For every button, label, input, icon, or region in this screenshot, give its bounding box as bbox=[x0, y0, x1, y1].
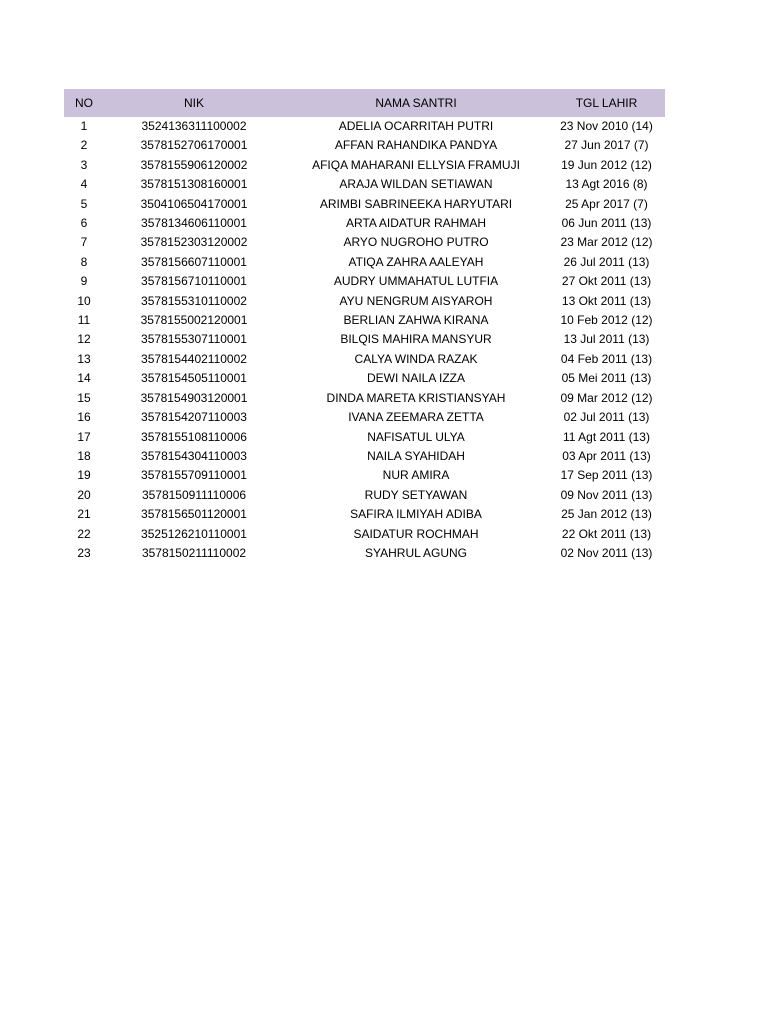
cell-nik: 3578151308160001 bbox=[140, 177, 248, 192]
cell-tgl-lahir: 03 Apr 2011 (13) bbox=[562, 448, 651, 463]
table-row bbox=[64, 466, 665, 485]
cell-nik: 3578154903120001 bbox=[140, 390, 248, 405]
cell-nama-santri: RUDY SETYAWAN bbox=[364, 487, 468, 502]
table-row bbox=[64, 156, 665, 175]
table-row bbox=[64, 486, 665, 505]
header-row bbox=[64, 89, 665, 117]
cell-no: 9 bbox=[80, 274, 88, 289]
cell-nik: 3578156501120001 bbox=[141, 507, 247, 522]
cell-tgl-lahir: 23 Nov 2010 (14) bbox=[560, 119, 653, 133]
cell-no: 19 bbox=[77, 468, 91, 483]
table-row bbox=[64, 330, 665, 349]
table-row bbox=[64, 311, 665, 330]
cell-nama-santri: AFIQA MAHARANI ELLYSIA FRAMUJI bbox=[312, 157, 520, 172]
cell-no: 12 bbox=[77, 332, 91, 347]
table-row bbox=[64, 544, 665, 563]
cell-nama-santri: NAFISATUL ULYA bbox=[367, 429, 465, 444]
cell-nik: 3578155002120001 bbox=[140, 313, 248, 328]
cell-nama-santri: ARYO NUGROHO PUTRO bbox=[343, 235, 489, 250]
cell-no: 10 bbox=[77, 293, 91, 308]
cell-no: 4 bbox=[80, 177, 88, 192]
cell-nik: 3578154402110002 bbox=[141, 351, 247, 366]
cell-nama-santri: ARTA AIDATUR RAHMAH bbox=[345, 216, 487, 231]
cell-nik: 3578154304110003 bbox=[141, 448, 247, 463]
cell-nik: 3578150211110002 bbox=[141, 545, 247, 560]
cell-nama-santri: IVANA ZEEMARA ZETTA bbox=[348, 410, 484, 425]
cell-no: 18 bbox=[77, 448, 91, 463]
cell-tgl-lahir: 10 Feb 2012 (12) bbox=[560, 313, 653, 328]
cell-nik: 3578156607110001 bbox=[141, 254, 247, 269]
cell-tgl-lahir: 05 Mei 2011 (13) bbox=[561, 371, 652, 386]
table-row bbox=[64, 505, 665, 524]
cell-tgl-lahir: 26 Jul 2011 (13) bbox=[563, 254, 650, 269]
cell-nik: 3578154207110003 bbox=[141, 410, 247, 425]
cell-nama-santri: ARAJA WILDAN SETIAWAN bbox=[339, 177, 493, 192]
cell-no: 22 bbox=[77, 526, 91, 541]
cell-nama-santri: BILQIS MAHIRA MANSYUR bbox=[340, 332, 492, 347]
cell-no: 7 bbox=[80, 235, 88, 250]
cell-tgl-lahir: 13 Okt 2011 (13) bbox=[561, 293, 652, 308]
table-row bbox=[64, 195, 665, 214]
cell-tgl-lahir: 06 Jun 2011 (13) bbox=[561, 216, 652, 231]
cell-no: 11 bbox=[77, 313, 91, 328]
cell-tgl-lahir: 27 Okt 2011 (13) bbox=[561, 274, 652, 289]
table-row bbox=[64, 136, 665, 155]
cell-nama-santri: SAFIRA ILMIYAH ADIBA bbox=[350, 507, 482, 522]
cell-nama-santri: AYU NENGRUM AISYAROH bbox=[339, 293, 493, 308]
cell-no: 5 bbox=[80, 196, 88, 211]
cell-nik: 3578154505110001 bbox=[141, 371, 247, 386]
cell-no: 6 bbox=[80, 216, 88, 231]
cell-nama-santri: SYAHRUL AGUNG bbox=[364, 545, 468, 560]
table-row bbox=[64, 447, 665, 466]
cell-nama-santri: NUR AMIRA bbox=[382, 468, 450, 483]
table-row bbox=[64, 233, 665, 252]
cell-no: 8 bbox=[80, 254, 88, 269]
cell-nama-santri: AUDRY UMMAHATUL LUTFIA bbox=[333, 274, 499, 289]
column-header-nik: NIK bbox=[183, 96, 204, 110]
table-body bbox=[64, 117, 665, 563]
cell-nik: 3525126210110001 bbox=[141, 526, 247, 541]
table-row bbox=[64, 214, 665, 233]
cell-tgl-lahir: 25 Apr 2017 (7) bbox=[565, 196, 648, 211]
cell-tgl-lahir: 22 Okt 2011 (13) bbox=[561, 526, 652, 541]
column-header-tgl-lahir: TGL LAHIR bbox=[575, 96, 638, 110]
cell-nama-santri: ADELIA OCARRITAH PUTRI bbox=[338, 119, 494, 133]
cell-nama-santri: DEWI NAILA IZZA bbox=[366, 371, 465, 386]
cell-nama-santri: DINDA MARETA KRISTIANSYAH bbox=[326, 390, 506, 405]
santri-table-container bbox=[64, 89, 665, 563]
cell-no: 1 bbox=[80, 119, 88, 133]
cell-tgl-lahir: 25 Jan 2012 (13) bbox=[561, 507, 652, 522]
cell-tgl-lahir: 27 Jun 2017 (7) bbox=[564, 138, 649, 153]
cell-tgl-lahir: 09 Nov 2011 (13) bbox=[560, 487, 653, 502]
cell-tgl-lahir: 04 Feb 2011 (13) bbox=[560, 351, 653, 366]
cell-nik: 3578150911110006 bbox=[141, 487, 247, 502]
table-row bbox=[64, 117, 665, 136]
cell-no: 3 bbox=[80, 157, 88, 172]
cell-nik: 3578155307110001 bbox=[141, 332, 247, 347]
cell-nama-santri: ATIQA ZAHRA AALEYAH bbox=[348, 254, 484, 269]
table-row bbox=[64, 253, 665, 272]
cell-nik: 3578152303120002 bbox=[140, 235, 248, 250]
cell-no: 20 bbox=[77, 487, 91, 502]
cell-nama-santri: AFFAN RAHANDIKA PANDYA bbox=[334, 138, 498, 153]
cell-no: 17 bbox=[77, 429, 91, 444]
cell-nama-santri: ARIMBI SABRINEEKA HARYUTARI bbox=[319, 196, 513, 211]
cell-nik: 3578134606110001 bbox=[141, 216, 247, 231]
cell-nik: 3524136311100002 bbox=[141, 119, 247, 133]
table-header bbox=[64, 89, 665, 117]
cell-nik: 3578152706170001 bbox=[140, 138, 248, 153]
cell-tgl-lahir: 23 Mar 2012 (12) bbox=[560, 235, 653, 250]
cell-no: 13 bbox=[77, 351, 91, 366]
table-row bbox=[64, 292, 665, 311]
cell-tgl-lahir: 13 Jul 2011 (13) bbox=[563, 332, 650, 347]
cell-nama-santri: SAIDATUR ROCHMAH bbox=[353, 526, 479, 541]
cell-no: 2 bbox=[80, 138, 88, 153]
cell-tgl-lahir: 02 Nov 2011 (13) bbox=[560, 545, 653, 560]
cell-no: 16 bbox=[77, 410, 91, 425]
cell-nama-santri: BERLIAN ZAHWA KIRANA bbox=[343, 313, 489, 328]
cell-nik: 3578155310110002 bbox=[141, 293, 247, 308]
cell-tgl-lahir: 09 Mar 2012 (12) bbox=[560, 390, 653, 405]
cell-no: 15 bbox=[77, 390, 91, 405]
table-row bbox=[64, 350, 665, 369]
cell-tgl-lahir: 17 Sep 2011 (13) bbox=[560, 468, 653, 483]
column-header-no: NO bbox=[75, 96, 93, 110]
cell-nik: 3578155709110001 bbox=[141, 468, 247, 483]
cell-nik: 3578155906120002 bbox=[140, 157, 248, 172]
table-row bbox=[64, 272, 665, 291]
cell-nama-santri: NAILA SYAHIDAH bbox=[367, 448, 465, 463]
cell-no: 21 bbox=[77, 507, 91, 522]
cell-nama-santri: CALYA WINDA RAZAK bbox=[354, 351, 478, 366]
table-row bbox=[64, 175, 665, 194]
cell-tgl-lahir: 11 Agt 2011 (13) bbox=[563, 429, 650, 444]
table-row bbox=[64, 408, 665, 427]
santri-table bbox=[64, 89, 665, 563]
cell-tgl-lahir: 19 Jun 2012 (12) bbox=[561, 157, 652, 172]
table-row bbox=[64, 389, 665, 408]
column-header-nama: NAMA SANTRI bbox=[375, 96, 457, 110]
cell-tgl-lahir: 02 Jul 2011 (13) bbox=[563, 410, 650, 425]
cell-no: 14 bbox=[77, 371, 91, 386]
cell-nik: 3578155108110006 bbox=[141, 429, 247, 444]
cell-no: 23 bbox=[77, 545, 91, 560]
table-row bbox=[64, 369, 665, 388]
cell-nik: 3578156710110001 bbox=[141, 274, 247, 289]
cell-nik: 3504106504170001 bbox=[140, 196, 248, 211]
table-row bbox=[64, 525, 665, 544]
table-row bbox=[64, 428, 665, 447]
cell-tgl-lahir: 13 Agt 2016 (8) bbox=[565, 177, 648, 192]
